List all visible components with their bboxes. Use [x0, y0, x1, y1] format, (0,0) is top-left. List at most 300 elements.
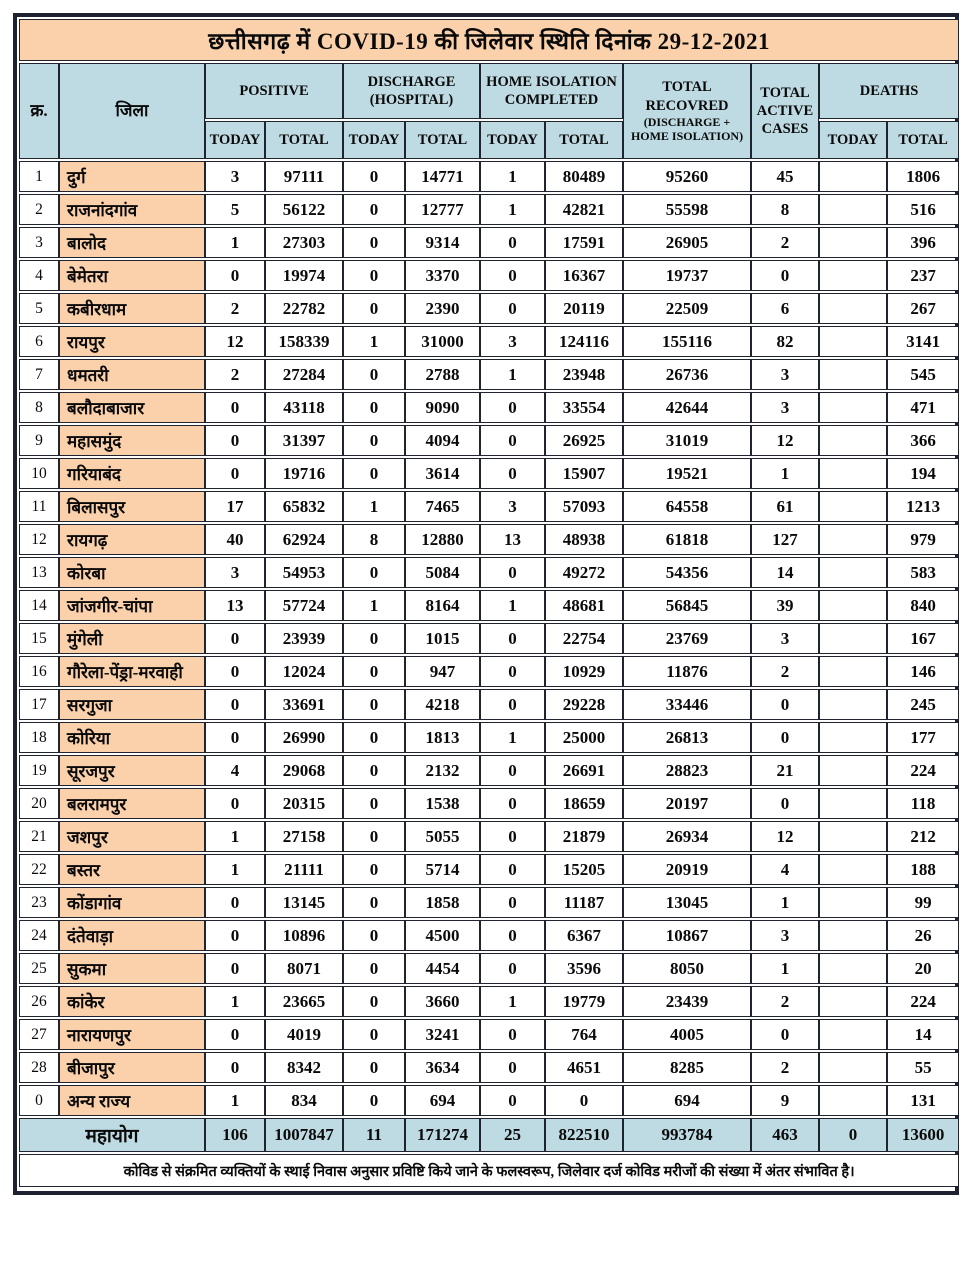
- value-cell: 0: [343, 854, 405, 885]
- grand-total-row: [19, 1118, 959, 1152]
- value-cell: 1: [205, 986, 265, 1017]
- district-cell: बीजापुर: [59, 1052, 205, 1083]
- table-row: [19, 260, 959, 291]
- total-home-today: 25: [480, 1118, 545, 1152]
- value-cell: 516: [887, 194, 959, 225]
- value-cell: [819, 920, 887, 951]
- value-cell: 1: [480, 722, 545, 753]
- value-cell: 1: [205, 854, 265, 885]
- value-cell: 1213: [887, 491, 959, 522]
- header-recovered-line4: HOME ISOLATION): [630, 129, 744, 144]
- table-row: [19, 590, 959, 621]
- serial-cell: 11: [19, 491, 59, 522]
- serial-cell: 14: [19, 590, 59, 621]
- header-serial: क्र.: [19, 63, 59, 159]
- value-cell: 167: [887, 623, 959, 654]
- value-cell: 1: [751, 458, 819, 489]
- value-cell: [819, 755, 887, 786]
- value-cell: 45: [751, 161, 819, 192]
- value-cell: 0: [480, 623, 545, 654]
- table-row: [19, 788, 959, 819]
- value-cell: [819, 722, 887, 753]
- header-active-line3: CASES: [761, 121, 809, 138]
- value-cell: 0: [480, 392, 545, 423]
- value-cell: 0: [343, 260, 405, 291]
- value-cell: [819, 326, 887, 357]
- header-positive-today: TODAY: [205, 121, 265, 159]
- value-cell: 0: [480, 920, 545, 951]
- serial-cell: 28: [19, 1052, 59, 1083]
- header-total-active: [751, 63, 819, 159]
- value-cell: 3596: [545, 953, 623, 984]
- value-cell: 2: [751, 986, 819, 1017]
- value-cell: 2: [751, 227, 819, 258]
- total-positive-total: 1007847: [265, 1118, 343, 1152]
- value-cell: 22754: [545, 623, 623, 654]
- value-cell: [819, 161, 887, 192]
- value-cell: 14: [751, 557, 819, 588]
- value-cell: 1538: [405, 788, 480, 819]
- value-cell: 97111: [265, 161, 343, 192]
- value-cell: [819, 293, 887, 324]
- value-cell: 19716: [265, 458, 343, 489]
- value-cell: 4651: [545, 1052, 623, 1083]
- serial-cell: 4: [19, 260, 59, 291]
- table-row: [19, 392, 959, 423]
- serial-cell: 21: [19, 821, 59, 852]
- header-discharge-line1: DISCHARGE: [367, 73, 456, 90]
- value-cell: 1806: [887, 161, 959, 192]
- value-cell: 0: [751, 1019, 819, 1050]
- value-cell: 8164: [405, 590, 480, 621]
- value-cell: 947: [405, 656, 480, 687]
- value-cell: 1: [205, 1085, 265, 1116]
- value-cell: [819, 260, 887, 291]
- value-cell: 2390: [405, 293, 480, 324]
- value-cell: 0: [343, 656, 405, 687]
- value-cell: 40: [205, 524, 265, 555]
- value-cell: [819, 590, 887, 621]
- value-cell: 3614: [405, 458, 480, 489]
- table-row: [19, 953, 959, 984]
- value-cell: 212: [887, 821, 959, 852]
- value-cell: 0: [343, 920, 405, 951]
- serial-cell: 15: [19, 623, 59, 654]
- value-cell: 3660: [405, 986, 480, 1017]
- value-cell: 1813: [405, 722, 480, 753]
- value-cell: 694: [623, 1085, 751, 1116]
- value-cell: 0: [480, 1085, 545, 1116]
- value-cell: 5714: [405, 854, 480, 885]
- value-cell: 8050: [623, 953, 751, 984]
- value-cell: [819, 425, 887, 456]
- value-cell: 57724: [265, 590, 343, 621]
- header-discharge-line2: (HOSPITAL): [369, 92, 454, 108]
- header-district: जिला: [59, 63, 205, 159]
- value-cell: 3: [751, 920, 819, 951]
- value-cell: 0: [343, 161, 405, 192]
- value-cell: 15205: [545, 854, 623, 885]
- value-cell: 26934: [623, 821, 751, 852]
- value-cell: 19521: [623, 458, 751, 489]
- district-cell: गरियाबंद: [59, 458, 205, 489]
- value-cell: 26990: [265, 722, 343, 753]
- value-cell: 0: [480, 1019, 545, 1050]
- value-cell: 0: [205, 656, 265, 687]
- value-cell: 26925: [545, 425, 623, 456]
- table-row: [19, 1085, 959, 1116]
- value-cell: 0: [205, 788, 265, 819]
- value-cell: [819, 227, 887, 258]
- value-cell: 26905: [623, 227, 751, 258]
- covid-status-sheet: [13, 13, 959, 1195]
- value-cell: 16367: [545, 260, 623, 291]
- value-cell: 21879: [545, 821, 623, 852]
- value-cell: 31019: [623, 425, 751, 456]
- value-cell: 22782: [265, 293, 343, 324]
- value-cell: 0: [343, 1019, 405, 1050]
- value-cell: [819, 194, 887, 225]
- value-cell: 146: [887, 656, 959, 687]
- value-cell: 979: [887, 524, 959, 555]
- serial-cell: 1: [19, 161, 59, 192]
- header-positive: POSITIVE: [205, 63, 343, 119]
- district-cell: बलौदाबाजार: [59, 392, 205, 423]
- value-cell: 31397: [265, 425, 343, 456]
- value-cell: [819, 524, 887, 555]
- value-cell: 4: [751, 854, 819, 885]
- district-cell: राजनांदगांव: [59, 194, 205, 225]
- value-cell: 0: [205, 458, 265, 489]
- value-cell: 17: [205, 491, 265, 522]
- value-cell: 545: [887, 359, 959, 390]
- district-cell: बलरामपुर: [59, 788, 205, 819]
- value-cell: 155116: [623, 326, 751, 357]
- value-cell: 57093: [545, 491, 623, 522]
- value-cell: 0: [343, 689, 405, 720]
- value-cell: 9: [751, 1085, 819, 1116]
- district-cell: कोरिया: [59, 722, 205, 753]
- value-cell: [819, 623, 887, 654]
- district-cell: नारायणपुर: [59, 1019, 205, 1050]
- table-row: [19, 1052, 959, 1083]
- value-cell: 2788: [405, 359, 480, 390]
- value-cell: 0: [480, 788, 545, 819]
- header-deaths: DEATHS: [819, 63, 959, 119]
- serial-cell: 6: [19, 326, 59, 357]
- value-cell: 39: [751, 590, 819, 621]
- value-cell: 0: [343, 821, 405, 852]
- value-cell: 15907: [545, 458, 623, 489]
- value-cell: 4019: [265, 1019, 343, 1050]
- value-cell: 0: [545, 1085, 623, 1116]
- serial-cell: 2: [19, 194, 59, 225]
- value-cell: 3: [205, 161, 265, 192]
- table-row: [19, 755, 959, 786]
- value-cell: 26691: [545, 755, 623, 786]
- value-cell: [819, 689, 887, 720]
- value-cell: 11876: [623, 656, 751, 687]
- value-cell: [819, 788, 887, 819]
- value-cell: 2: [205, 293, 265, 324]
- value-cell: 4094: [405, 425, 480, 456]
- district-cell: सुकमा: [59, 953, 205, 984]
- value-cell: 33446: [623, 689, 751, 720]
- value-cell: 19779: [545, 986, 623, 1017]
- serial-cell: 12: [19, 524, 59, 555]
- value-cell: 3: [751, 359, 819, 390]
- value-cell: 61: [751, 491, 819, 522]
- table-row: [19, 491, 959, 522]
- value-cell: 3: [205, 557, 265, 588]
- value-cell: 3141: [887, 326, 959, 357]
- value-cell: 366: [887, 425, 959, 456]
- value-cell: 2: [205, 359, 265, 390]
- table-row: [19, 689, 959, 720]
- serial-cell: 7: [19, 359, 59, 390]
- value-cell: 0: [480, 689, 545, 720]
- serial-cell: 27: [19, 1019, 59, 1050]
- value-cell: 48681: [545, 590, 623, 621]
- value-cell: 1: [343, 491, 405, 522]
- value-cell: 55598: [623, 194, 751, 225]
- table-title: छत्तीसगढ़ में COVID-19 की जिलेवार स्थिति दिनांक 29-12-2021: [19, 19, 959, 61]
- value-cell: 0: [480, 854, 545, 885]
- value-cell: 3634: [405, 1052, 480, 1083]
- value-cell: 127: [751, 524, 819, 555]
- serial-cell: 3: [19, 227, 59, 258]
- district-cell: सूरजपुर: [59, 755, 205, 786]
- district-cell: बेमेतरा: [59, 260, 205, 291]
- serial-cell: 17: [19, 689, 59, 720]
- value-cell: 0: [751, 260, 819, 291]
- value-cell: 0: [343, 425, 405, 456]
- value-cell: 0: [480, 1052, 545, 1083]
- table-row: [19, 656, 959, 687]
- value-cell: 0: [343, 1052, 405, 1083]
- value-cell: 2: [751, 656, 819, 687]
- value-cell: 17591: [545, 227, 623, 258]
- value-cell: 0: [343, 458, 405, 489]
- value-cell: 5: [205, 194, 265, 225]
- value-cell: [819, 491, 887, 522]
- value-cell: 27158: [265, 821, 343, 852]
- total-positive-today: 106: [205, 1118, 265, 1152]
- value-cell: 834: [265, 1085, 343, 1116]
- value-cell: 1: [751, 887, 819, 918]
- district-cell: कोंडागांव: [59, 887, 205, 918]
- value-cell: 0: [480, 260, 545, 291]
- value-cell: 56122: [265, 194, 343, 225]
- value-cell: 4500: [405, 920, 480, 951]
- value-cell: [819, 458, 887, 489]
- value-cell: 3241: [405, 1019, 480, 1050]
- serial-cell: 10: [19, 458, 59, 489]
- value-cell: 18659: [545, 788, 623, 819]
- header-active-line1: TOTAL: [760, 84, 810, 101]
- value-cell: 0: [343, 392, 405, 423]
- header-recovered-line2: RECOVRED: [645, 97, 729, 114]
- value-cell: 23665: [265, 986, 343, 1017]
- value-cell: 21: [751, 755, 819, 786]
- value-cell: 583: [887, 557, 959, 588]
- value-cell: 27284: [265, 359, 343, 390]
- value-cell: 31000: [405, 326, 480, 357]
- district-cell: कबीरधाम: [59, 293, 205, 324]
- district-cell: बिलासपुर: [59, 491, 205, 522]
- serial-cell: 18: [19, 722, 59, 753]
- value-cell: 2132: [405, 755, 480, 786]
- value-cell: [819, 986, 887, 1017]
- value-cell: 0: [751, 689, 819, 720]
- value-cell: 2: [751, 1052, 819, 1083]
- value-cell: 1: [343, 590, 405, 621]
- table-row: [19, 887, 959, 918]
- value-cell: 0: [205, 953, 265, 984]
- serial-cell: 9: [19, 425, 59, 456]
- value-cell: [819, 887, 887, 918]
- value-cell: 0: [480, 425, 545, 456]
- header-active-line2: ACTIVE: [756, 102, 814, 119]
- value-cell: 13045: [623, 887, 751, 918]
- header-deaths-today: TODAY: [819, 121, 887, 159]
- value-cell: 4: [205, 755, 265, 786]
- value-cell: 131: [887, 1085, 959, 1116]
- district-cell: दुर्ग: [59, 161, 205, 192]
- district-cell: बालोद: [59, 227, 205, 258]
- value-cell: 0: [343, 986, 405, 1017]
- value-cell: [819, 1019, 887, 1050]
- serial-cell: 20: [19, 788, 59, 819]
- value-cell: 8: [751, 194, 819, 225]
- table-row: [19, 524, 959, 555]
- value-cell: 23939: [265, 623, 343, 654]
- table-row: [19, 194, 959, 225]
- value-cell: 158339: [265, 326, 343, 357]
- value-cell: 42821: [545, 194, 623, 225]
- value-cell: 1: [343, 326, 405, 357]
- value-cell: 0: [343, 194, 405, 225]
- value-cell: 23769: [623, 623, 751, 654]
- value-cell: 20: [887, 953, 959, 984]
- value-cell: 82: [751, 326, 819, 357]
- value-cell: 124116: [545, 326, 623, 357]
- value-cell: 3: [751, 623, 819, 654]
- value-cell: 0: [480, 458, 545, 489]
- district-cell: धमतरी: [59, 359, 205, 390]
- value-cell: 1: [480, 359, 545, 390]
- serial-cell: 24: [19, 920, 59, 951]
- value-cell: 13: [480, 524, 545, 555]
- value-cell: 0: [343, 359, 405, 390]
- total-discharge-today: 11: [343, 1118, 405, 1152]
- value-cell: 0: [205, 623, 265, 654]
- value-cell: 9314: [405, 227, 480, 258]
- table-row: [19, 359, 959, 390]
- table-row: [19, 557, 959, 588]
- value-cell: 61818: [623, 524, 751, 555]
- value-cell: 177: [887, 722, 959, 753]
- district-cell: सरगुजा: [59, 689, 205, 720]
- header-discharge-today: TODAY: [343, 121, 405, 159]
- value-cell: 20919: [623, 854, 751, 885]
- value-cell: [819, 557, 887, 588]
- serial-cell: 19: [19, 755, 59, 786]
- value-cell: 1: [205, 227, 265, 258]
- value-cell: 224: [887, 755, 959, 786]
- header-home-total: TOTAL: [545, 121, 623, 159]
- value-cell: 3370: [405, 260, 480, 291]
- value-cell: 29228: [545, 689, 623, 720]
- value-cell: 28823: [623, 755, 751, 786]
- serial-cell: 23: [19, 887, 59, 918]
- value-cell: [819, 1085, 887, 1116]
- value-cell: 23948: [545, 359, 623, 390]
- header-home-line1: HOME ISOLATION: [486, 73, 617, 90]
- value-cell: 5055: [405, 821, 480, 852]
- table-row: [19, 425, 959, 456]
- value-cell: 6367: [545, 920, 623, 951]
- value-cell: 224: [887, 986, 959, 1017]
- value-cell: 245: [887, 689, 959, 720]
- district-cell: जांजगीर-चांपा: [59, 590, 205, 621]
- value-cell: 0: [205, 1019, 265, 1050]
- district-cell: अन्य राज्य: [59, 1085, 205, 1116]
- value-cell: 26: [887, 920, 959, 951]
- value-cell: 0: [205, 722, 265, 753]
- value-cell: 10867: [623, 920, 751, 951]
- value-cell: [819, 1052, 887, 1083]
- grand-total-label: महायोग: [19, 1118, 205, 1152]
- value-cell: 764: [545, 1019, 623, 1050]
- value-cell: 0: [205, 887, 265, 918]
- header-home-isolation: [480, 63, 623, 119]
- value-cell: 43118: [265, 392, 343, 423]
- value-cell: 0: [480, 557, 545, 588]
- value-cell: 20119: [545, 293, 623, 324]
- total-deaths-total: 13600: [887, 1118, 959, 1152]
- value-cell: 8071: [265, 953, 343, 984]
- table-row: [19, 227, 959, 258]
- value-cell: 10896: [265, 920, 343, 951]
- table-row: [19, 920, 959, 951]
- value-cell: 0: [343, 755, 405, 786]
- value-cell: 48938: [545, 524, 623, 555]
- value-cell: [819, 821, 887, 852]
- table-row: [19, 821, 959, 852]
- value-cell: 0: [480, 887, 545, 918]
- value-cell: 0: [343, 293, 405, 324]
- value-cell: 0: [751, 722, 819, 753]
- value-cell: 20197: [623, 788, 751, 819]
- value-cell: 62924: [265, 524, 343, 555]
- value-cell: 54953: [265, 557, 343, 588]
- value-cell: 0: [343, 788, 405, 819]
- value-cell: 27303: [265, 227, 343, 258]
- value-cell: 33554: [545, 392, 623, 423]
- value-cell: 3: [751, 392, 819, 423]
- value-cell: 0: [205, 1052, 265, 1083]
- district-cell: कांकेर: [59, 986, 205, 1017]
- value-cell: 6: [751, 293, 819, 324]
- value-cell: 471: [887, 392, 959, 423]
- value-cell: 14: [887, 1019, 959, 1050]
- header-deaths-total: TOTAL: [887, 121, 959, 159]
- value-cell: 237: [887, 260, 959, 291]
- value-cell: 80489: [545, 161, 623, 192]
- value-cell: 396: [887, 227, 959, 258]
- value-cell: 13: [205, 590, 265, 621]
